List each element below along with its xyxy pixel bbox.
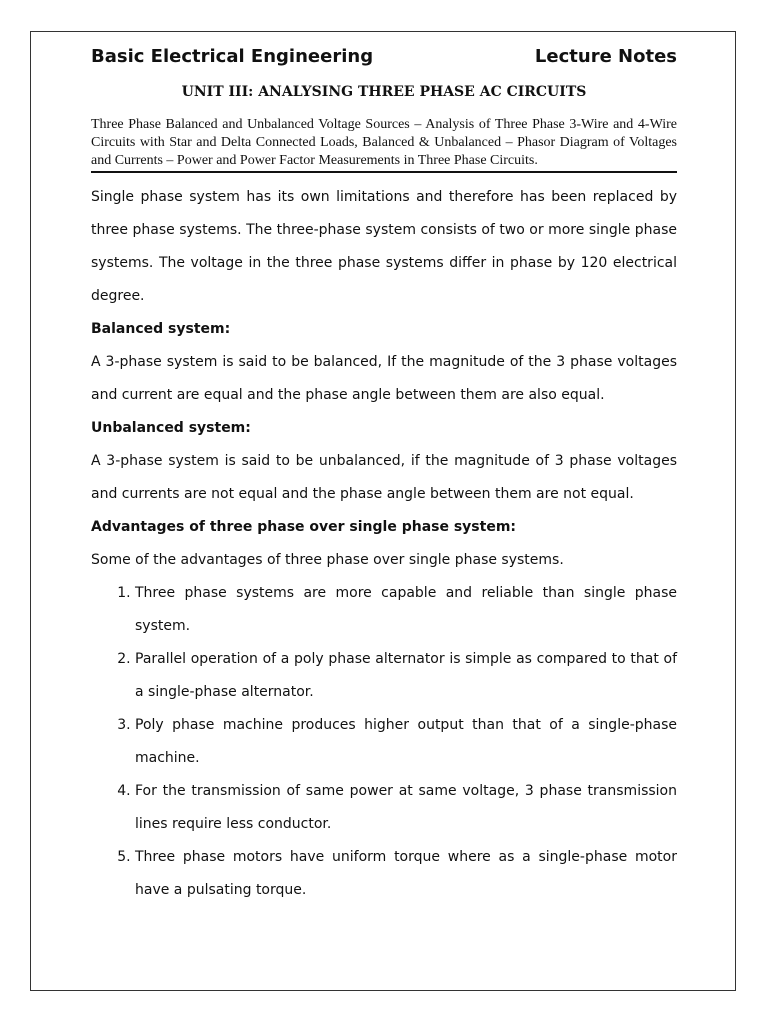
intro-paragraph: Single phase system has its own limitations and therefore has been replaced by three phase systems. The three-phase system consists of two or more single phase systems. The voltage in the three phase systems differ in phase by 120 electrical degree. — [91, 189, 677, 304]
list-item: 1. Three phase systems are more capable and reliable than single phase system. — [135, 577, 677, 643]
list-item: 2. Parallel operation of a poly phase alternator is simple as compared to that of a single-phase alternator. — [135, 643, 677, 709]
header-doc-type: Lecture Notes — [534, 46, 677, 67]
unbalanced-heading: Unbalanced system: — [91, 420, 251, 436]
list-item: 3. Poly phase machine produces higher output than that of a single-phase machine. — [135, 709, 677, 775]
unbalanced-paragraph: A 3-phase system is said to be unbalanced, if the magnitude of 3 phase voltages and currents are not equal and the phase angle between them are not equal. — [91, 453, 677, 502]
balanced-heading: Balanced system: — [91, 321, 231, 337]
advantages-intro: Some of the advantages of three phase over single phase systems. — [91, 552, 564, 568]
list-item: 5. Three phase motors have uniform torque where as a single-phase motor have a pulsating torque. — [135, 841, 677, 907]
header-course-title: Basic Electrical Engineering — [91, 46, 374, 67]
unit-title: UNIT III: ANALYSING THREE PHASE AC CIRCUITS — [181, 84, 587, 100]
document-content — [91, 44, 677, 907]
syllabus-summary: Three Phase Balanced and Unbalanced Voltage Sources – Analysis of Three Phase 3-Wire and 4-Wire Circuits with Star and Delta Connected Loads, Balanced & Unbalanced – Phasor Diagram of Voltages and Currents – Power and Power Factor Measurements in Three Phase Circuits. — [91, 116, 677, 173]
page-header — [91, 44, 677, 70]
advantages-heading: Advantages of three phase over single phase system: — [91, 519, 517, 535]
advantages-list — [91, 577, 677, 907]
list-item: 4. For the transmission of same power at same voltage, 3 phase transmission lines require less conductor. — [135, 775, 677, 841]
balanced-paragraph: A 3-phase system is said to be balanced, If the magnitude of the 3 phase voltages and current are equal and the phase angle between them are also equal. — [91, 354, 677, 403]
